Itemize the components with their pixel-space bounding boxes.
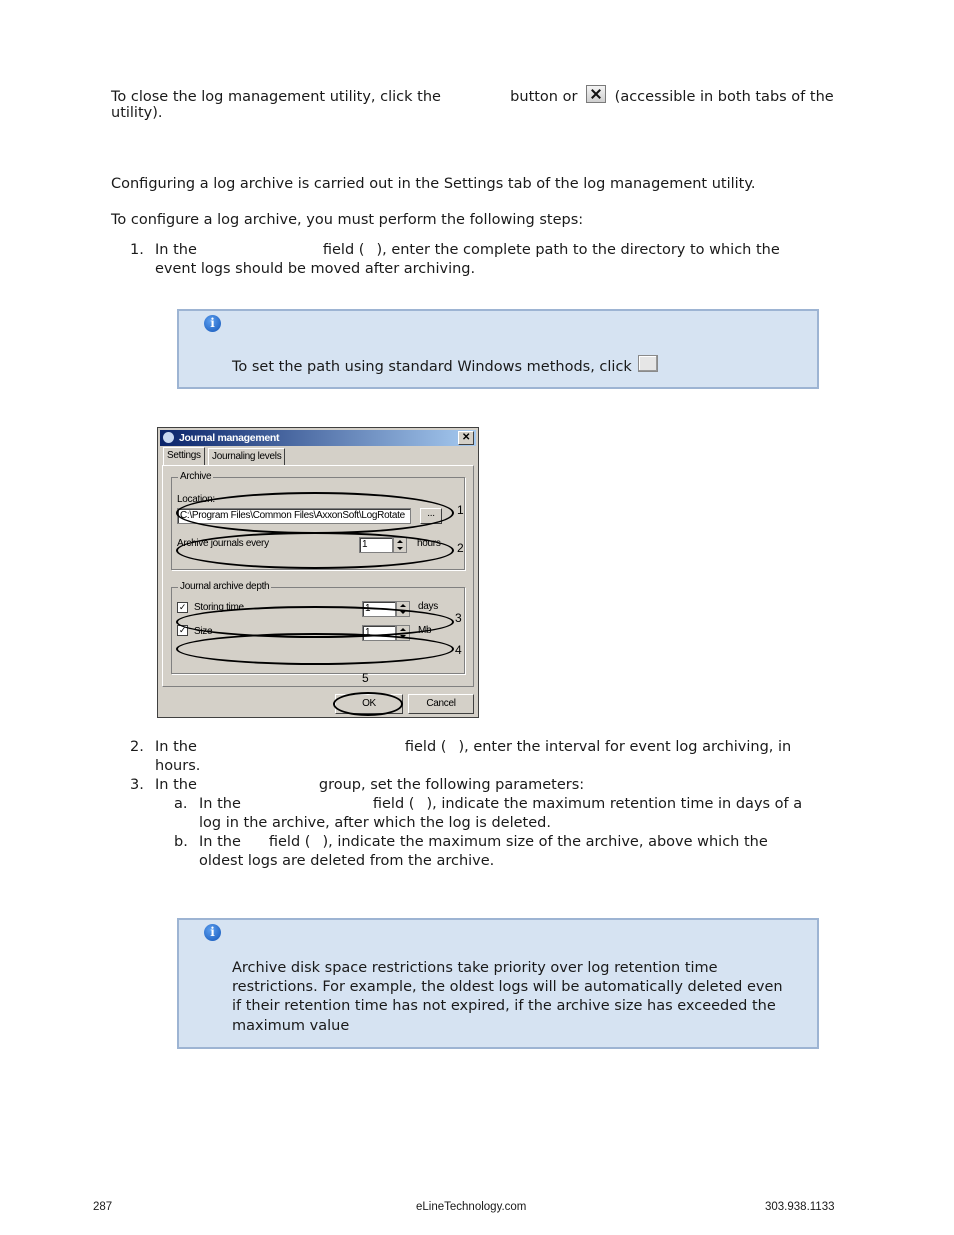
- journal-archive-depth-group: Journal archive depth ✓ Storing time 1 days ✓ Size 1 Mb: [171, 587, 465, 674]
- note-text-line: Archive disk space restrictions take priority over log retention time: [232, 960, 718, 976]
- substep-letter: b.: [174, 834, 188, 850]
- step-number: 1.: [130, 242, 144, 258]
- archive-every-input[interactable]: 1: [359, 537, 393, 553]
- callout-oval-4: [176, 633, 454, 665]
- note-box: [177, 918, 819, 1049]
- close-instruction-cont: utility).: [111, 105, 163, 121]
- note-text: To set the path using standard Windows methods, click: [232, 355, 658, 377]
- archive-group: Archive Location: C:\Program Files\Common Files\AxxonSoft\LogRotate ... Archive journals every 1 hours: [171, 477, 465, 570]
- hours-unit: hours: [417, 538, 441, 549]
- ok-button[interactable]: OK: [335, 694, 403, 714]
- browse-button-icon: [638, 355, 658, 372]
- step2-text-cont: hours.: [155, 758, 201, 774]
- app-icon: [163, 432, 174, 443]
- storing-time-checkbox[interactable]: ✓: [178, 602, 187, 612]
- browse-button[interactable]: ...: [420, 508, 442, 524]
- tab-journaling-levels[interactable]: Journaling levels: [208, 448, 285, 465]
- substep-a-text: In the field ( ), indicate the maximum retention time in days of a: [199, 796, 803, 812]
- footer-site: eLineTechnology.com: [416, 1201, 527, 1213]
- callout-oval-2: [176, 532, 454, 569]
- days-unit: days: [418, 601, 438, 612]
- note-box: [177, 309, 819, 389]
- info-icon: i: [204, 315, 221, 332]
- callout-number: 1: [457, 503, 464, 517]
- substep-b-text: In the field ( ), indicate the maximum size of the archive, above which the: [199, 834, 768, 850]
- dialog-titlebar: Journal management ✕: [160, 430, 476, 446]
- step-number: 3.: [130, 777, 144, 793]
- step3-text: In the group, set the following parameters:: [155, 777, 585, 793]
- storing-time-input[interactable]: 1: [362, 601, 396, 617]
- callout-number: 2: [457, 541, 464, 555]
- paragraph-steps: To configure a log archive, you must perform the following steps:: [111, 212, 584, 228]
- callout-number: 3: [455, 611, 462, 625]
- substep-b-text-cont: oldest logs are deleted from the archive.: [199, 853, 495, 869]
- tab-settings[interactable]: Settings: [163, 447, 205, 465]
- journal-management-dialog: [157, 427, 479, 718]
- archive-every-label: Archive journals every: [177, 538, 269, 549]
- step2-text: In the field ( ), enter the interval for event log archiving, in: [155, 739, 792, 755]
- note-text-line: restrictions. For example, the oldest logs will be automatically deleted even: [232, 979, 783, 995]
- close-instruction: To close the log management utility, click the button or (accessible in both tabs of the: [111, 85, 834, 107]
- paragraph-config: Configuring a log archive is carried out in the Settings tab of the log management utility.: [111, 176, 756, 192]
- size-label: Size: [194, 626, 213, 637]
- step1-text: In the field ( ), enter the complete path to the directory to which the: [155, 242, 780, 258]
- location-label: Location:: [177, 494, 215, 505]
- callout-oval-1: [176, 492, 454, 534]
- page-number: 287: [93, 1201, 113, 1213]
- substep-letter: a.: [174, 796, 188, 812]
- step-number: 2.: [130, 739, 144, 755]
- step1-text-cont: event logs should be moved after archiving.: [155, 261, 476, 277]
- note-text-line: if their retention time has not expired, if the archive size has exceeded the: [232, 998, 776, 1014]
- size-checkbox[interactable]: ✓: [178, 625, 187, 635]
- storing-time-label: Storing time: [194, 602, 244, 613]
- substep-a-text-cont: log in the archive, after which the log is deleted.: [199, 815, 551, 831]
- callout-number: 5: [362, 671, 369, 685]
- footer-phone: 303.938.1133: [765, 1201, 835, 1213]
- mb-unit: Mb: [418, 625, 432, 636]
- callout-oval-5: [333, 692, 403, 716]
- note-text-line: maximum value: [232, 1018, 350, 1034]
- close-x-icon: [586, 85, 606, 103]
- size-input[interactable]: 1: [362, 625, 396, 641]
- location-input[interactable]: C:\Program Files\Common Files\AxxonSoft\LogRotate: [177, 508, 411, 524]
- dialog-close-icon[interactable]: ✕: [458, 431, 474, 445]
- callout-number: 4: [455, 643, 462, 657]
- cancel-button[interactable]: Cancel: [408, 694, 474, 714]
- info-icon: i: [204, 924, 221, 941]
